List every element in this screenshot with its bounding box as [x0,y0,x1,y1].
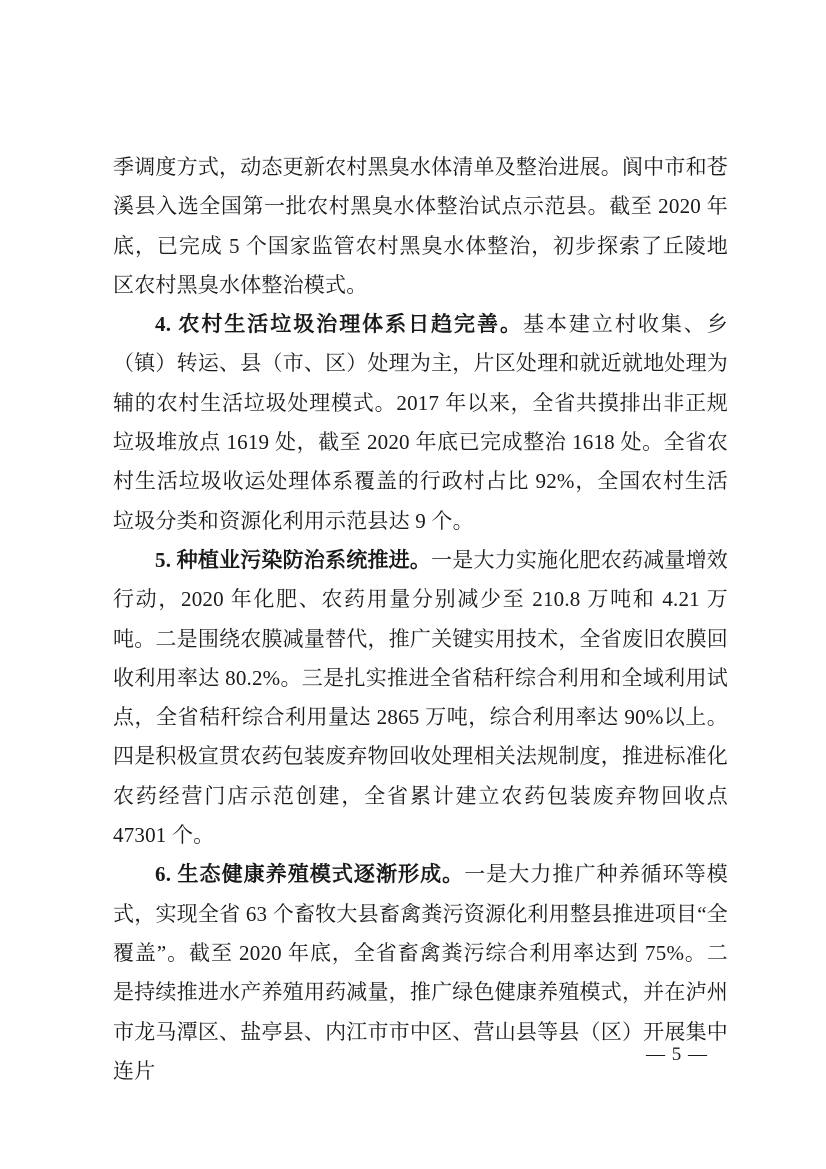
paragraph-text: 季调度方式，动态更新农村黑臭水体清单及整治进展。阆中市和苍溪县入选全国第一批农村黑臭水体整治试点示范县。截至 2020 年底，已完成 5 个国家监管农村黑臭水体整治，初步探索了丘陵地区农村黑臭水体整治模式。 [113,155,728,297]
paragraph-text: 一是大力推广种养循环等模式，实现全省 63 个畜牧大县畜禽粪污资源化利用整县推进项目“全覆盖”。截至 2020 年底，全省畜禽粪污综合利用率达到 75%。二是持续推进水产养殖用药减量，推广绿色健康养殖模式，并在泸州市龙马潭区、盐亭县、内江市市中区、营山县等县（区）开展集中连片 [113,862,728,1083]
page-number: — 5 — [646,1044,708,1065]
paragraph-section-6 [113,855,728,1091]
document-body [113,148,728,1091]
section-5-heading: 5. 种植业污染防治系统推进。 [155,547,432,572]
paragraph-section-4 [113,305,728,541]
paragraph-text: 基本建立村收集、乡（镇）转运、县（市、区）处理为主，片区处理和就近就地处理为辅的农村生活垃圾处理模式。2017 年以来，全省共摸排出非正规垃圾堆放点 1619 处，截至 2020 年底已完成整治 1618 处。全省农村生活垃圾收运处理体系覆盖的行政村占比 92%，全国农村生活垃圾分类和资源化利用示范县达 9 个。 [113,312,728,533]
paragraph-text: 一是大力实施化肥农药减量增效行动，2020 年化肥、农药用量分别减少至 210.8 万吨和 4.21 万吨。二是围绕农膜减量替代，推广关键实用技术，全省废旧农膜回收利用率达 80.2%。三是扎实推进全省秸秆综合利用和全域利用试点，全省秸秆综合利用量达 2865 万吨，综合利用率达 90%以上。四是积极宣贯农药包装废弃物回收处理相关法规制度，推进标准化农药经营门店示范创建，全省累计建立农药包装废弃物回收点 47301 个。 [113,547,728,848]
paragraph-section-5 [113,541,728,855]
paragraph-continuation [113,148,728,305]
section-4-heading: 4. 农村生活垃圾治理体系日趋完善。 [155,312,523,337]
section-6-heading: 6. 生态健康养殖模式逐渐形成。 [155,862,465,887]
